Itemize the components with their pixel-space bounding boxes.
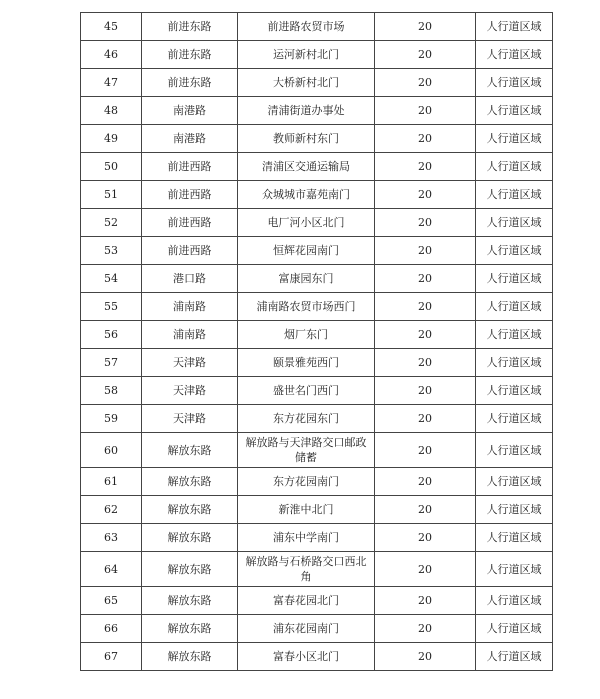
location-cell: 富春花园北门 — [238, 587, 375, 615]
road-name-cell: 前进东路 — [142, 69, 238, 97]
row-number-cell: 63 — [81, 524, 142, 552]
location-cell: 前进路农贸市场 — [238, 13, 375, 41]
location-cell: 众城城市嘉苑南门 — [238, 181, 375, 209]
area-type-cell: 人行道区域 — [476, 181, 553, 209]
table-row — [81, 349, 553, 377]
count-cell: 20 — [375, 615, 476, 643]
count-cell: 20 — [375, 153, 476, 181]
count-cell: 20 — [375, 181, 476, 209]
road-name-cell: 天津路 — [142, 377, 238, 405]
table-row — [81, 293, 553, 321]
table-row — [81, 13, 553, 41]
area-type-cell: 人行道区域 — [476, 524, 553, 552]
location-cell: 浦东花园南门 — [238, 615, 375, 643]
road-name-cell: 解放东路 — [142, 552, 238, 587]
table-row — [81, 615, 553, 643]
area-type-cell: 人行道区域 — [476, 237, 553, 265]
row-number-cell: 55 — [81, 293, 142, 321]
road-name-cell: 解放东路 — [142, 615, 238, 643]
count-cell: 20 — [375, 321, 476, 349]
table-row — [81, 181, 553, 209]
area-type-cell: 人行道区域 — [476, 405, 553, 433]
road-name-cell: 前进西路 — [142, 237, 238, 265]
road-name-cell: 南港路 — [142, 97, 238, 125]
table-row — [81, 237, 553, 265]
location-cell: 电厂河小区北门 — [238, 209, 375, 237]
count-cell: 20 — [375, 349, 476, 377]
area-type-cell: 人行道区域 — [476, 643, 553, 671]
location-cell: 大桥新村北门 — [238, 69, 375, 97]
table-row — [81, 377, 553, 405]
area-type-cell: 人行道区域 — [476, 468, 553, 496]
count-cell: 20 — [375, 97, 476, 125]
location-cell: 烟厂东门 — [238, 321, 375, 349]
row-number-cell: 53 — [81, 237, 142, 265]
location-cell: 颐景雅苑西门 — [238, 349, 375, 377]
row-number-cell: 56 — [81, 321, 142, 349]
table-body — [81, 13, 553, 671]
location-cell: 浦南路农贸市场西门 — [238, 293, 375, 321]
row-number-cell: 54 — [81, 265, 142, 293]
location-cell: 解放路与石桥路交口西北角 — [238, 552, 375, 587]
area-type-cell: 人行道区域 — [476, 125, 553, 153]
road-name-cell: 解放东路 — [142, 496, 238, 524]
table-row — [81, 587, 553, 615]
parking-location-table — [80, 12, 553, 671]
road-name-cell: 解放东路 — [142, 587, 238, 615]
area-type-cell: 人行道区域 — [476, 615, 553, 643]
area-type-cell: 人行道区域 — [476, 265, 553, 293]
row-number-cell: 67 — [81, 643, 142, 671]
area-type-cell: 人行道区域 — [476, 153, 553, 181]
count-cell: 20 — [375, 265, 476, 293]
area-type-cell: 人行道区域 — [476, 587, 553, 615]
area-type-cell: 人行道区域 — [476, 209, 553, 237]
row-number-cell: 49 — [81, 125, 142, 153]
location-cell: 清浦街道办事处 — [238, 97, 375, 125]
count-cell: 20 — [375, 405, 476, 433]
road-name-cell: 天津路 — [142, 349, 238, 377]
road-name-cell: 解放东路 — [142, 524, 238, 552]
table-row — [81, 405, 553, 433]
row-number-cell: 50 — [81, 153, 142, 181]
area-type-cell: 人行道区域 — [476, 69, 553, 97]
row-number-cell: 52 — [81, 209, 142, 237]
count-cell: 20 — [375, 13, 476, 41]
location-cell: 解放路与天津路交口邮政储蓄 — [238, 433, 375, 468]
count-cell: 20 — [375, 293, 476, 321]
location-cell: 浦东中学南门 — [238, 524, 375, 552]
road-name-cell: 港口路 — [142, 265, 238, 293]
row-number-cell: 45 — [81, 13, 142, 41]
table-row — [81, 433, 553, 468]
count-cell: 20 — [375, 468, 476, 496]
road-name-cell: 解放东路 — [142, 468, 238, 496]
table-row — [81, 468, 553, 496]
row-number-cell: 46 — [81, 41, 142, 69]
location-cell: 教师新村东门 — [238, 125, 375, 153]
count-cell: 20 — [375, 552, 476, 587]
row-number-cell: 58 — [81, 377, 142, 405]
row-number-cell: 60 — [81, 433, 142, 468]
count-cell: 20 — [375, 125, 476, 153]
area-type-cell: 人行道区域 — [476, 293, 553, 321]
area-type-cell: 人行道区域 — [476, 433, 553, 468]
row-number-cell: 48 — [81, 97, 142, 125]
location-cell: 东方花园东门 — [238, 405, 375, 433]
count-cell: 20 — [375, 643, 476, 671]
count-cell: 20 — [375, 41, 476, 69]
table-row — [81, 209, 553, 237]
road-name-cell: 浦南路 — [142, 321, 238, 349]
road-name-cell: 天津路 — [142, 405, 238, 433]
count-cell: 20 — [375, 433, 476, 468]
count-cell: 20 — [375, 237, 476, 265]
table-row — [81, 125, 553, 153]
table-row — [81, 41, 553, 69]
location-cell: 运河新村北门 — [238, 41, 375, 69]
table-row — [81, 496, 553, 524]
road-name-cell: 前进西路 — [142, 209, 238, 237]
table-row — [81, 524, 553, 552]
row-number-cell: 61 — [81, 468, 142, 496]
row-number-cell: 59 — [81, 405, 142, 433]
row-number-cell: 64 — [81, 552, 142, 587]
area-type-cell: 人行道区域 — [476, 377, 553, 405]
road-name-cell: 前进东路 — [142, 13, 238, 41]
area-type-cell: 人行道区域 — [476, 496, 553, 524]
location-cell: 新淮中北门 — [238, 496, 375, 524]
row-number-cell: 51 — [81, 181, 142, 209]
road-name-cell: 解放东路 — [142, 433, 238, 468]
row-number-cell: 62 — [81, 496, 142, 524]
area-type-cell: 人行道区域 — [476, 13, 553, 41]
area-type-cell: 人行道区域 — [476, 321, 553, 349]
count-cell: 20 — [375, 587, 476, 615]
location-cell: 富康园东门 — [238, 265, 375, 293]
count-cell: 20 — [375, 69, 476, 97]
area-type-cell: 人行道区域 — [476, 97, 553, 125]
row-number-cell: 57 — [81, 349, 142, 377]
road-name-cell: 前进西路 — [142, 153, 238, 181]
location-cell: 恒辉花园南门 — [238, 237, 375, 265]
road-name-cell: 解放东路 — [142, 643, 238, 671]
road-name-cell: 浦南路 — [142, 293, 238, 321]
road-name-cell: 前进东路 — [142, 41, 238, 69]
location-cell: 盛世名门西门 — [238, 377, 375, 405]
table-row — [81, 321, 553, 349]
count-cell: 20 — [375, 496, 476, 524]
location-cell: 富春小区北门 — [238, 643, 375, 671]
location-cell: 东方花园南门 — [238, 468, 375, 496]
row-number-cell: 66 — [81, 615, 142, 643]
count-cell: 20 — [375, 209, 476, 237]
count-cell: 20 — [375, 524, 476, 552]
area-type-cell: 人行道区域 — [476, 552, 553, 587]
row-number-cell: 47 — [81, 69, 142, 97]
count-cell: 20 — [375, 377, 476, 405]
road-name-cell: 前进西路 — [142, 181, 238, 209]
table-row — [81, 69, 553, 97]
table-row — [81, 552, 553, 587]
table-row — [81, 643, 553, 671]
area-type-cell: 人行道区域 — [476, 41, 553, 69]
location-cell: 清浦区交通运输局 — [238, 153, 375, 181]
table-row — [81, 265, 553, 293]
row-number-cell: 65 — [81, 587, 142, 615]
table-row — [81, 153, 553, 181]
area-type-cell: 人行道区域 — [476, 349, 553, 377]
road-name-cell: 南港路 — [142, 125, 238, 153]
table-row — [81, 97, 553, 125]
